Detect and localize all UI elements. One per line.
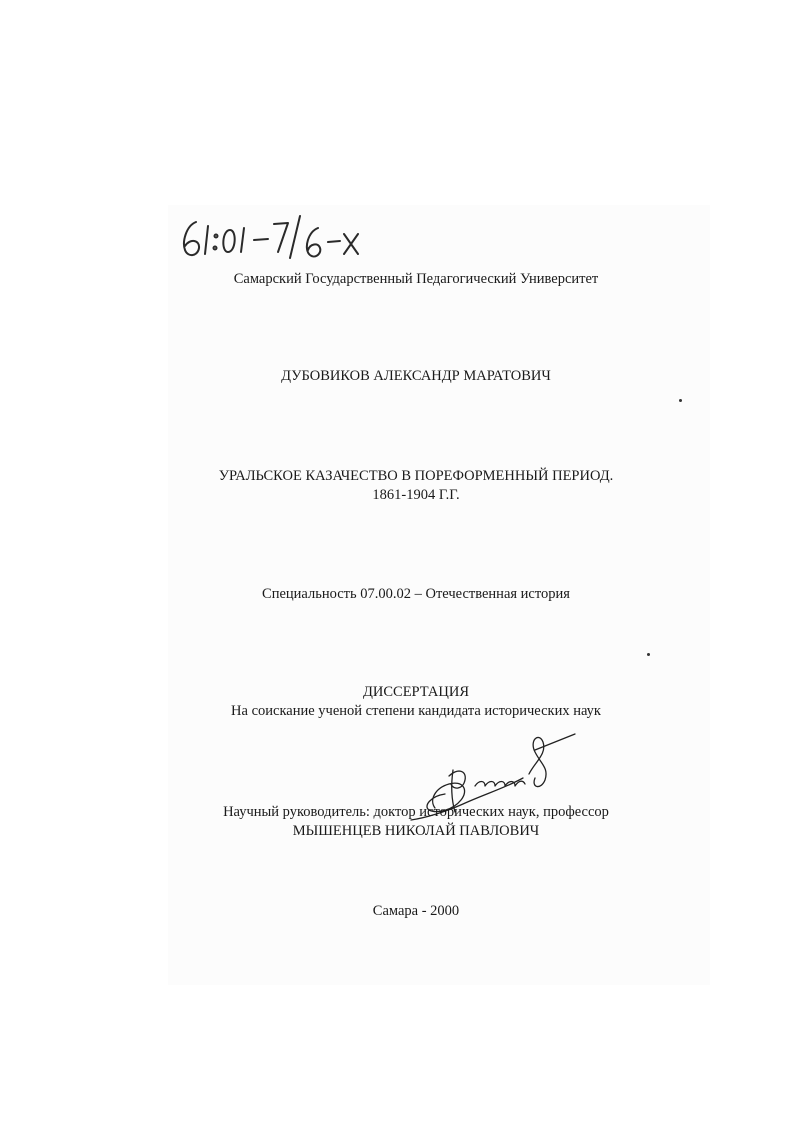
university-name: Самарский Государственный Педагогический Университет bbox=[233, 271, 599, 287]
dissertation-title-line1: УРАЛЬСКОЕ КАЗАЧЕСТВО В ПОРЕФОРМЕННЫЙ ПЕРИОД. bbox=[218, 468, 614, 484]
scan-speck bbox=[647, 653, 650, 656]
author-name: ДУБОВИКОВ АЛЕКСАНДР МАРАТОВИЧ bbox=[281, 368, 551, 384]
work-type: ДИССЕРТАЦИЯ bbox=[362, 684, 470, 700]
dissertation-title-line2: 1861-1904 Г.Г. bbox=[372, 487, 460, 503]
scan-speck bbox=[679, 399, 682, 402]
supervisor-name: МЫШЕНЦЕВ НИКОЛАЙ ПАВЛОВИЧ bbox=[292, 823, 540, 839]
specialty: Специальность 07.00.02 – Отечественная история bbox=[262, 586, 570, 602]
place-and-year: Самара - 2000 bbox=[372, 903, 460, 919]
degree-line: На соискание ученой степени кандидата исторических наук bbox=[231, 703, 601, 719]
handwritten-archive-code bbox=[172, 208, 372, 264]
supervisor-label: Научный руководитель: доктор исторических наук, профессор bbox=[223, 804, 609, 820]
